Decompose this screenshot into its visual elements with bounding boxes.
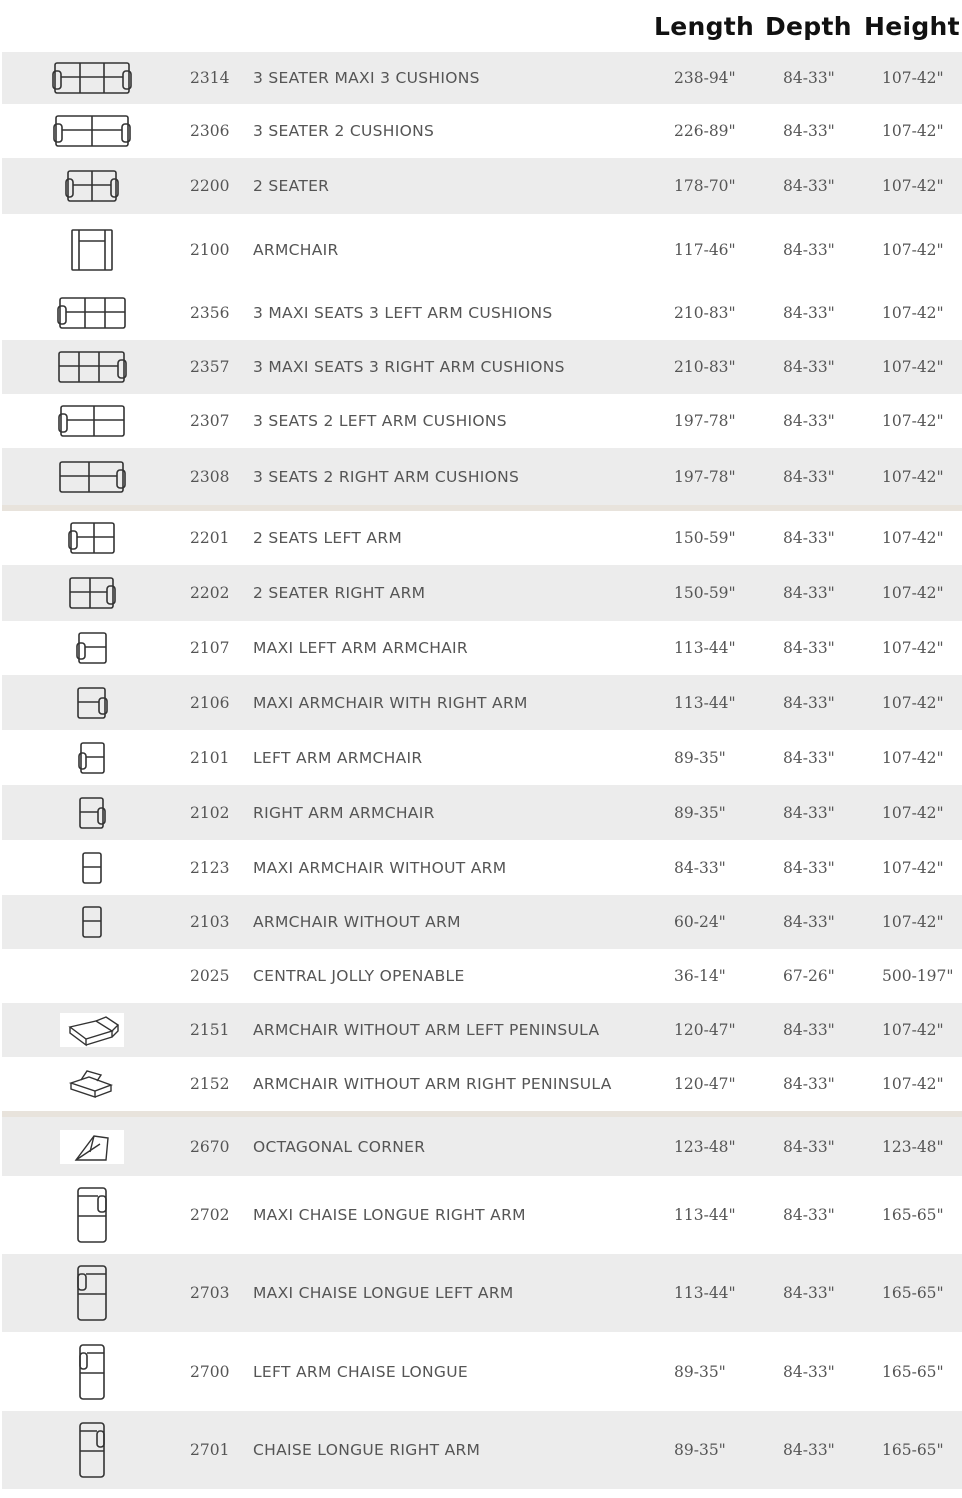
table-row bbox=[2, 1117, 962, 1176]
sofa-3-cushion-icon bbox=[42, 52, 142, 104]
length-value: 123-48" bbox=[674, 1137, 736, 1156]
height-value: 500-197" bbox=[882, 967, 954, 985]
height-value: 165-65" bbox=[882, 1206, 944, 1224]
table-row bbox=[2, 1332, 962, 1411]
height-value: 107-42" bbox=[882, 1075, 944, 1093]
table-row bbox=[2, 840, 962, 895]
depth-value: 84-33" bbox=[783, 748, 835, 767]
table-row bbox=[2, 1176, 962, 1254]
right-arm-chair-icon bbox=[42, 675, 142, 730]
product-code: 2152 bbox=[190, 1075, 230, 1093]
armless-chair-icon bbox=[42, 840, 142, 895]
product-code: 2107 bbox=[190, 639, 230, 657]
armless-chair-small-icon bbox=[42, 895, 142, 949]
depth-value: 84-33" bbox=[783, 412, 835, 430]
depth-value: 84-33" bbox=[783, 358, 835, 376]
product-description: RIGHT ARM ARMCHAIR bbox=[253, 803, 435, 822]
sofa-2-seat-icon bbox=[42, 158, 142, 214]
product-description: CHAISE LONGUE RIGHT ARM bbox=[253, 1441, 481, 1459]
left-arm-2-cushion-icon bbox=[42, 394, 142, 448]
table-row bbox=[2, 158, 962, 214]
length-value: 113-44" bbox=[674, 639, 736, 657]
product-code: 2151 bbox=[190, 1021, 230, 1039]
height-value: 107-42" bbox=[882, 467, 944, 486]
height-value: 107-42" bbox=[882, 358, 944, 376]
height-value: 107-42" bbox=[882, 803, 944, 822]
depth-value: 84-33" bbox=[783, 584, 835, 602]
product-code: 2703 bbox=[190, 1284, 230, 1302]
product-code: 2306 bbox=[190, 122, 230, 140]
right-peninsula-icon bbox=[42, 1057, 142, 1111]
length-value: 89-35" bbox=[674, 1441, 726, 1459]
product-code: 2106 bbox=[190, 693, 230, 712]
depth-value: 84-33" bbox=[783, 241, 835, 259]
depth-value: 84-33" bbox=[783, 803, 835, 822]
table-row bbox=[2, 730, 962, 785]
product-code: 2101 bbox=[190, 748, 230, 767]
length-value: 197-78" bbox=[674, 412, 736, 430]
height-value: 107-42" bbox=[882, 693, 944, 712]
product-code: 2307 bbox=[190, 412, 230, 430]
right-arm-chair-small-icon bbox=[42, 785, 142, 840]
table-row bbox=[2, 565, 962, 621]
length-value: 226-89" bbox=[674, 122, 736, 140]
height-value: 165-65" bbox=[882, 1284, 944, 1302]
length-value: 120-47" bbox=[674, 1021, 736, 1039]
left-arm-chair-icon bbox=[42, 621, 142, 675]
product-code: 2701 bbox=[190, 1441, 230, 1459]
depth-value: 84-33" bbox=[783, 858, 835, 877]
product-code: 2357 bbox=[190, 358, 230, 376]
table-row bbox=[2, 104, 962, 158]
length-value: 150-59" bbox=[674, 529, 736, 547]
height-value: 107-42" bbox=[882, 858, 944, 877]
right-arm-3-seat-icon bbox=[42, 340, 142, 394]
height-value: 107-42" bbox=[882, 584, 944, 602]
product-description: ARMCHAIR WITHOUT ARM bbox=[253, 913, 461, 931]
depth-value: 84-33" bbox=[783, 467, 835, 486]
height-value: 107-42" bbox=[882, 913, 944, 931]
length-value: 113-44" bbox=[674, 1206, 736, 1224]
depth-value: 84-33" bbox=[783, 529, 835, 547]
product-code: 2702 bbox=[190, 1206, 230, 1224]
product-description: MAXI LEFT ARM ARMCHAIR bbox=[253, 639, 469, 657]
length-value: 113-44" bbox=[674, 1284, 736, 1302]
product-code: 2123 bbox=[190, 858, 230, 877]
chaise-left-arm-icon bbox=[42, 1254, 142, 1332]
product-code: 2202 bbox=[190, 584, 230, 602]
product-description: ARMCHAIR WITHOUT ARM LEFT PENINSULA bbox=[253, 1021, 600, 1039]
length-value: 36-14" bbox=[674, 967, 726, 985]
chaise-right-arm-icon bbox=[42, 1176, 142, 1254]
height-value: 107-42" bbox=[882, 1021, 944, 1039]
table-row bbox=[2, 785, 962, 840]
left-arm-chair-small-icon bbox=[42, 730, 142, 785]
table-row bbox=[2, 511, 962, 565]
length-value: 178-70" bbox=[674, 177, 736, 195]
header-depth: Depth bbox=[765, 12, 852, 41]
table-row bbox=[2, 675, 962, 730]
height-value: 165-65" bbox=[882, 1441, 944, 1459]
length-value: 150-59" bbox=[674, 584, 736, 602]
table-row bbox=[2, 340, 962, 394]
length-value: 60-24" bbox=[674, 913, 726, 931]
length-value: 113-44" bbox=[674, 693, 736, 712]
left-peninsula-icon bbox=[42, 1003, 142, 1057]
right-arm-2-cushion-icon bbox=[42, 448, 142, 505]
product-description: LEFT ARM CHAISE LONGUE bbox=[253, 1362, 468, 1381]
product-description: OCTAGONAL CORNER bbox=[253, 1137, 426, 1156]
armchair-icon bbox=[42, 214, 142, 286]
length-value: 210-83" bbox=[674, 304, 736, 322]
depth-value: 84-33" bbox=[783, 69, 835, 87]
product-code: 2700 bbox=[190, 1362, 230, 1381]
product-code: 2102 bbox=[190, 803, 230, 822]
sofa-2-cushion-icon bbox=[42, 104, 142, 158]
header-height: Height bbox=[864, 12, 960, 41]
octagonal-corner-icon bbox=[42, 1117, 142, 1176]
height-value: 107-42" bbox=[882, 639, 944, 657]
depth-value: 84-33" bbox=[783, 913, 835, 931]
length-value: 120-47" bbox=[674, 1075, 736, 1093]
height-value: 107-42" bbox=[882, 241, 944, 259]
product-description: 3 SEATER 2 CUSHIONS bbox=[253, 122, 435, 140]
table-row bbox=[2, 286, 962, 340]
depth-value: 84-33" bbox=[783, 304, 835, 322]
height-value: 107-42" bbox=[882, 69, 944, 87]
height-value: 107-42" bbox=[882, 304, 944, 322]
product-code: 2356 bbox=[190, 304, 230, 322]
product-description: MAXI CHAISE LONGUE RIGHT ARM bbox=[253, 1206, 526, 1224]
depth-value: 84-33" bbox=[783, 1075, 835, 1093]
product-code: 2308 bbox=[190, 467, 230, 486]
table-row bbox=[2, 949, 962, 1003]
product-code: 2314 bbox=[190, 69, 230, 87]
height-value: 107-42" bbox=[882, 177, 944, 195]
table-row bbox=[2, 394, 962, 448]
table-row bbox=[2, 621, 962, 675]
product-description: 2 SEATER RIGHT ARM bbox=[253, 584, 426, 602]
depth-value: 84-33" bbox=[783, 177, 835, 195]
product-description: MAXI ARMCHAIR WITHOUT ARM bbox=[253, 858, 507, 877]
length-value: 89-35" bbox=[674, 748, 726, 767]
depth-value: 84-33" bbox=[783, 1441, 835, 1459]
product-description: MAXI CHAISE LONGUE LEFT ARM bbox=[253, 1284, 514, 1302]
height-value: 107-42" bbox=[882, 412, 944, 430]
length-value: 210-83" bbox=[674, 358, 736, 376]
product-description: 2 SEATER bbox=[253, 177, 330, 195]
length-value: 84-33" bbox=[674, 858, 726, 877]
left-arm-2-seat-icon bbox=[42, 511, 142, 565]
depth-value: 67-26" bbox=[783, 967, 835, 985]
right-arm-2-seat-icon bbox=[42, 565, 142, 621]
depth-value: 84-33" bbox=[783, 1137, 835, 1156]
table-row bbox=[2, 1411, 962, 1489]
length-value: 197-78" bbox=[674, 467, 736, 486]
product-description: MAXI ARMCHAIR WITH RIGHT ARM bbox=[253, 693, 528, 712]
table-row bbox=[2, 1254, 962, 1332]
product-code: 2025 bbox=[190, 967, 230, 985]
product-code: 2670 bbox=[190, 1137, 230, 1156]
chaise-left-arm-small-icon bbox=[42, 1332, 142, 1411]
product-code: 2103 bbox=[190, 913, 230, 931]
product-description: LEFT ARM ARMCHAIR bbox=[253, 748, 423, 767]
depth-value: 84-33" bbox=[783, 639, 835, 657]
depth-value: 84-33" bbox=[783, 1206, 835, 1224]
product-code: 2201 bbox=[190, 529, 230, 547]
table-row bbox=[2, 1003, 962, 1057]
depth-value: 84-33" bbox=[783, 1362, 835, 1381]
product-description: CENTRAL JOLLY OPENABLE bbox=[253, 967, 465, 985]
header-length: Length bbox=[654, 12, 755, 41]
product-description: 3 SEATER MAXI 3 CUSHIONS bbox=[253, 69, 480, 87]
table-row bbox=[2, 1057, 962, 1111]
table-row bbox=[2, 448, 962, 505]
table-row bbox=[2, 214, 962, 286]
product-description: ARMCHAIR bbox=[253, 241, 339, 259]
depth-value: 84-33" bbox=[783, 1021, 835, 1039]
height-value: 107-42" bbox=[882, 748, 944, 767]
product-code: 2200 bbox=[190, 177, 230, 195]
product-description: 3 SEATS 2 LEFT ARM CUSHIONS bbox=[253, 412, 507, 430]
product-description: 3 SEATS 2 RIGHT ARM CUSHIONS bbox=[253, 467, 520, 486]
table-row bbox=[2, 52, 962, 104]
height-value: 123-48" bbox=[882, 1137, 944, 1156]
height-value: 165-65" bbox=[882, 1362, 944, 1381]
height-value: 107-42" bbox=[882, 529, 944, 547]
chaise-right-arm-small-icon bbox=[42, 1411, 142, 1489]
length-value: 238-94" bbox=[674, 69, 736, 87]
table-row bbox=[2, 895, 962, 949]
depth-value: 84-33" bbox=[783, 693, 835, 712]
length-value: 89-35" bbox=[674, 1362, 726, 1381]
length-value: 89-35" bbox=[674, 803, 726, 822]
depth-value: 84-33" bbox=[783, 122, 835, 140]
left-arm-3-seat-icon bbox=[42, 286, 142, 340]
product-description: 2 SEATS LEFT ARM bbox=[253, 529, 403, 547]
product-code: 2100 bbox=[190, 241, 230, 259]
product-description: ARMCHAIR WITHOUT ARM RIGHT PENINSULA bbox=[253, 1075, 612, 1093]
product-description: 3 MAXI SEATS 3 RIGHT ARM CUSHIONS bbox=[253, 358, 565, 376]
height-value: 107-42" bbox=[882, 122, 944, 140]
table-header bbox=[0, 0, 962, 52]
product-description: 3 MAXI SEATS 3 LEFT ARM CUSHIONS bbox=[253, 304, 553, 322]
length-value: 117-46" bbox=[674, 241, 736, 259]
depth-value: 84-33" bbox=[783, 1284, 835, 1302]
